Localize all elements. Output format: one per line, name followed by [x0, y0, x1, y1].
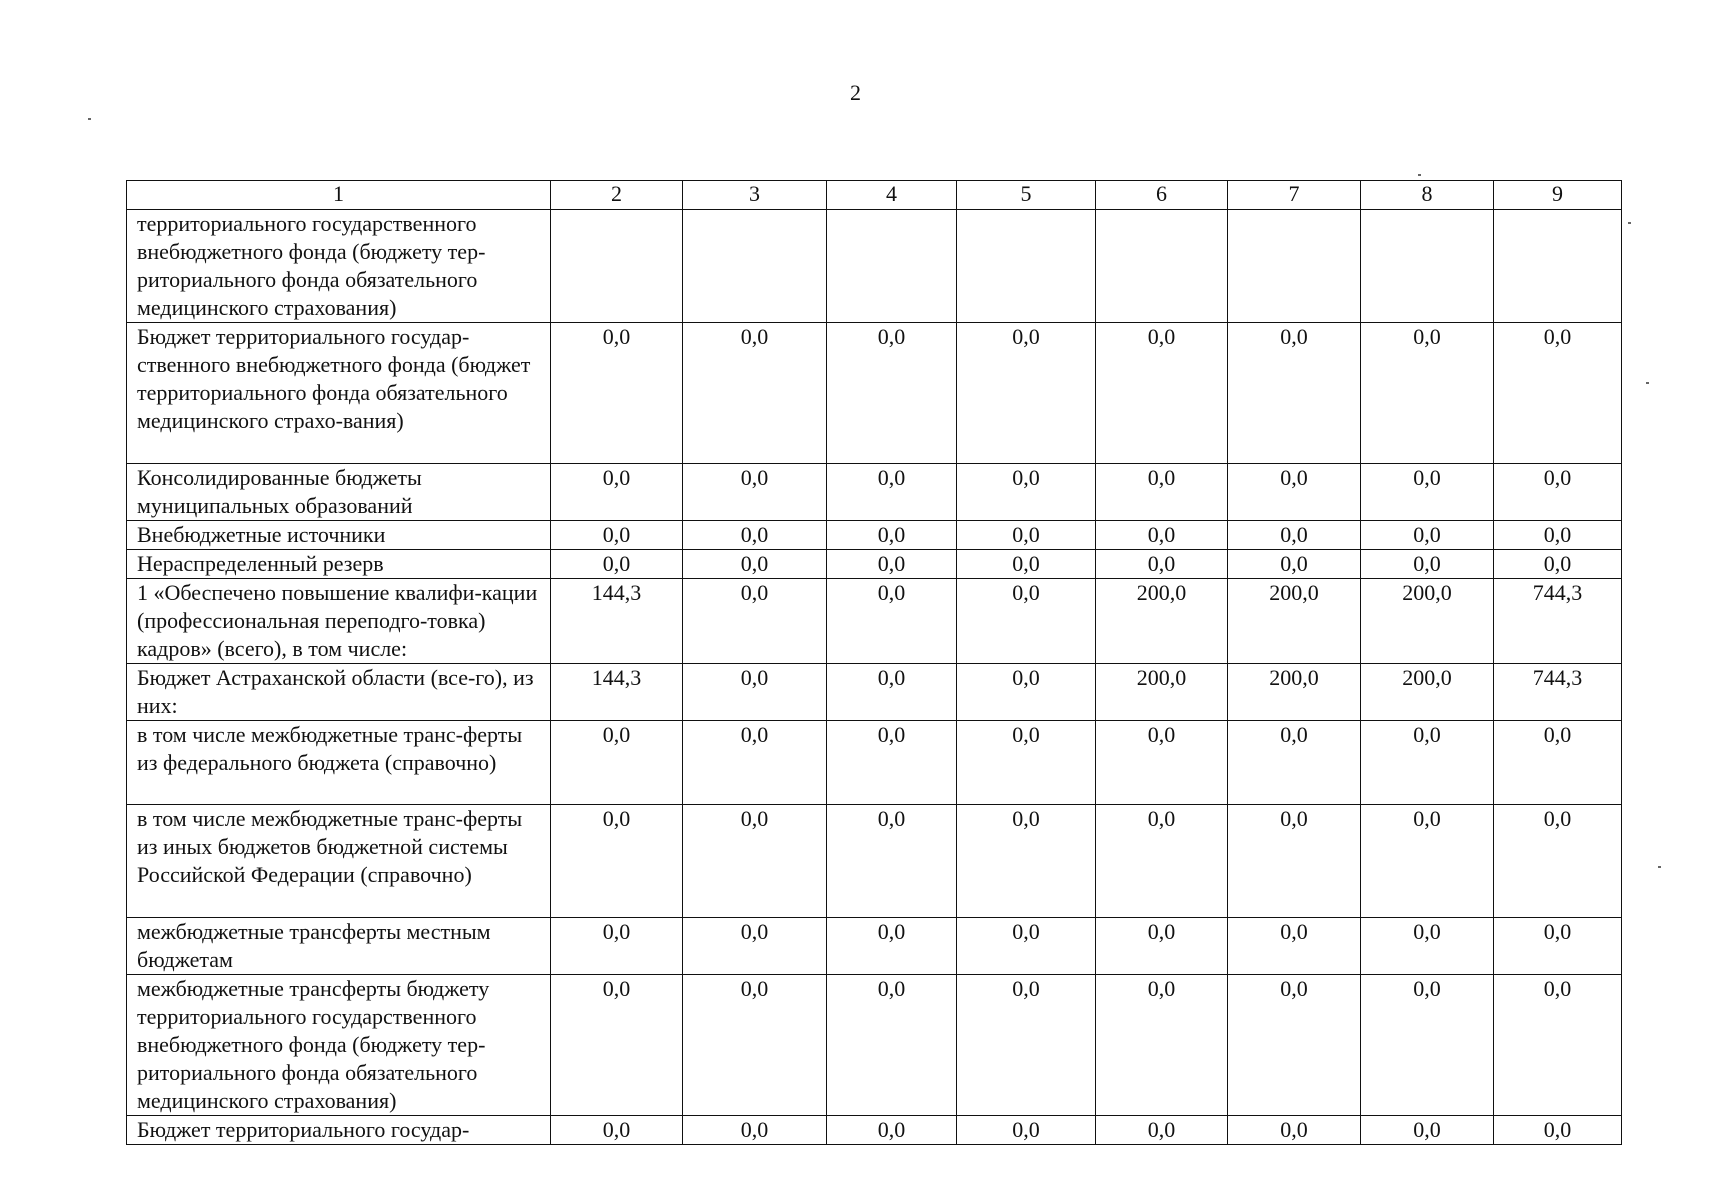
value-cell: 0,0: [827, 550, 957, 579]
value-cell: 0,0: [683, 664, 827, 721]
value-cell: [1096, 210, 1228, 323]
value-cell: [1361, 210, 1494, 323]
value-cell: 0,0: [827, 721, 957, 805]
value-cell: 0,0: [827, 464, 957, 521]
value-cell: 0,0: [957, 1116, 1096, 1145]
scan-speck: [88, 118, 91, 120]
row-label: в том числе межбюджетные транс-ферты из федерального бюджета (справочно): [127, 721, 551, 805]
value-cell: 0,0: [551, 975, 683, 1116]
value-cell: 0,0: [683, 521, 827, 550]
value-cell: 0,0: [957, 664, 1096, 721]
value-cell: 144,3: [551, 579, 683, 664]
value-cell: 0,0: [683, 550, 827, 579]
value-cell: 0,0: [1361, 975, 1494, 1116]
table-row: [127, 579, 1622, 664]
value-cell: 0,0: [1494, 721, 1622, 805]
value-cell: 0,0: [551, 1116, 683, 1145]
row-label: 1 «Обеспечено повышение квалифи-кации (профессиональная переподго-товка) кадров» (всего), в том числе:: [127, 579, 551, 664]
row-label: межбюджетные трансферты бюджету территориального государственного внебюджетного фонда (бюджету тер-риториального фонда обязательного медицинского страхования): [127, 975, 551, 1116]
table-row: [127, 521, 1622, 550]
value-cell: 744,3: [1494, 664, 1622, 721]
value-cell: 0,0: [1361, 550, 1494, 579]
row-label: Бюджет Астраханской области (все-го), из них:: [127, 664, 551, 721]
value-cell: 0,0: [1228, 1116, 1361, 1145]
column-header: 5: [957, 181, 1096, 210]
value-cell: 0,0: [1494, 1116, 1622, 1145]
value-cell: 0,0: [551, 323, 683, 464]
table-body: [127, 210, 1622, 1145]
value-cell: 0,0: [551, 805, 683, 918]
value-cell: 0,0: [1361, 918, 1494, 975]
value-cell: 0,0: [683, 805, 827, 918]
value-cell: 0,0: [1096, 323, 1228, 464]
row-label: Бюджет территориального государ-: [127, 1116, 551, 1145]
column-header: 1: [127, 181, 551, 210]
value-cell: 0,0: [1361, 721, 1494, 805]
value-cell: 0,0: [1096, 550, 1228, 579]
value-cell: 0,0: [683, 1116, 827, 1145]
column-header: 6: [1096, 181, 1228, 210]
table-header: [127, 181, 1622, 210]
value-cell: 0,0: [1096, 1116, 1228, 1145]
value-cell: 200,0: [1361, 664, 1494, 721]
value-cell: 0,0: [1494, 521, 1622, 550]
value-cell: 0,0: [1361, 323, 1494, 464]
row-label: территориального государственного внебюджетного фонда (бюджету тер-риториального фонда обязательного медицинского страхования): [127, 210, 551, 323]
value-cell: 0,0: [957, 579, 1096, 664]
value-cell: [1494, 210, 1622, 323]
value-cell: 0,0: [1494, 975, 1622, 1116]
row-label: Нераспределенный резерв: [127, 550, 551, 579]
value-cell: 0,0: [827, 1116, 957, 1145]
value-cell: 0,0: [827, 323, 957, 464]
value-cell: 0,0: [827, 521, 957, 550]
table-row: [127, 975, 1622, 1116]
value-cell: 0,0: [551, 918, 683, 975]
value-cell: 0,0: [1096, 521, 1228, 550]
value-cell: 200,0: [1096, 664, 1228, 721]
value-cell: 0,0: [683, 721, 827, 805]
value-cell: 0,0: [957, 721, 1096, 805]
scan-speck: [1628, 222, 1631, 224]
table-row: [127, 721, 1622, 805]
value-cell: 0,0: [957, 521, 1096, 550]
row-label: Консолидированные бюджеты муниципальных образований: [127, 464, 551, 521]
value-cell: 0,0: [1228, 550, 1361, 579]
value-cell: 0,0: [957, 975, 1096, 1116]
column-header: 2: [551, 181, 683, 210]
value-cell: 0,0: [683, 918, 827, 975]
scan-speck: [1646, 382, 1649, 384]
row-label: Бюджет территориального государ-ственного внебюджетного фонда (бюджет территориального фонда обязательного медицинского страхо-вания): [127, 323, 551, 464]
value-cell: 0,0: [827, 975, 957, 1116]
value-cell: 0,0: [1494, 918, 1622, 975]
column-header: 3: [683, 181, 827, 210]
value-cell: 0,0: [1228, 918, 1361, 975]
table-row: [127, 1116, 1622, 1145]
value-cell: 144,3: [551, 664, 683, 721]
column-header: 8: [1361, 181, 1494, 210]
table-row: [127, 210, 1622, 323]
value-cell: 0,0: [1096, 805, 1228, 918]
value-cell: 0,0: [683, 975, 827, 1116]
value-cell: 0,0: [1096, 464, 1228, 521]
column-header: 9: [1494, 181, 1622, 210]
value-cell: 0,0: [1494, 464, 1622, 521]
value-cell: 0,0: [683, 323, 827, 464]
value-cell: 0,0: [957, 550, 1096, 579]
value-cell: 0,0: [551, 550, 683, 579]
value-cell: [551, 210, 683, 323]
value-cell: 0,0: [683, 579, 827, 664]
row-label: Внебюджетные источники: [127, 521, 551, 550]
value-cell: 0,0: [1228, 721, 1361, 805]
table-row: [127, 550, 1622, 579]
value-cell: 0,0: [1228, 805, 1361, 918]
table-row: [127, 664, 1622, 721]
table-row: [127, 323, 1622, 464]
value-cell: 200,0: [1096, 579, 1228, 664]
value-cell: 0,0: [1096, 918, 1228, 975]
budget-table: [126, 180, 1622, 1145]
value-cell: 0,0: [1361, 521, 1494, 550]
table-row: [127, 805, 1622, 918]
column-header: 7: [1228, 181, 1361, 210]
value-cell: 200,0: [1228, 579, 1361, 664]
row-label: межбюджетные трансферты местным бюджетам: [127, 918, 551, 975]
value-cell: 0,0: [551, 521, 683, 550]
row-label: в том числе межбюджетные транс-ферты из иных бюджетов бюджетной системы Российской Федерации (справочно): [127, 805, 551, 918]
value-cell: 0,0: [1494, 323, 1622, 464]
value-cell: 0,0: [827, 664, 957, 721]
scan-speck: [1418, 174, 1421, 176]
value-cell: 200,0: [1361, 579, 1494, 664]
value-cell: 0,0: [957, 805, 1096, 918]
value-cell: [827, 210, 957, 323]
value-cell: 0,0: [1228, 975, 1361, 1116]
value-cell: 0,0: [957, 323, 1096, 464]
value-cell: 0,0: [551, 464, 683, 521]
value-cell: 0,0: [551, 721, 683, 805]
scan-speck: [1658, 866, 1661, 868]
value-cell: [683, 210, 827, 323]
value-cell: 0,0: [957, 918, 1096, 975]
value-cell: 0,0: [683, 464, 827, 521]
value-cell: 0,0: [1361, 464, 1494, 521]
header-row: [127, 181, 1622, 210]
value-cell: [1228, 210, 1361, 323]
value-cell: [957, 210, 1096, 323]
value-cell: 0,0: [827, 805, 957, 918]
value-cell: 744,3: [1494, 579, 1622, 664]
table-row: [127, 464, 1622, 521]
value-cell: 0,0: [1494, 550, 1622, 579]
column-header: 4: [827, 181, 957, 210]
table-row: [127, 918, 1622, 975]
value-cell: 0,0: [1228, 464, 1361, 521]
value-cell: 0,0: [1228, 521, 1361, 550]
value-cell: 0,0: [1228, 323, 1361, 464]
value-cell: 0,0: [1361, 1116, 1494, 1145]
budget-table-container: [126, 180, 1621, 1145]
value-cell: 0,0: [827, 579, 957, 664]
value-cell: 200,0: [1228, 664, 1361, 721]
value-cell: 0,0: [827, 918, 957, 975]
value-cell: 0,0: [957, 464, 1096, 521]
page-number: 2: [850, 80, 861, 105]
value-cell: 0,0: [1096, 975, 1228, 1116]
value-cell: 0,0: [1494, 805, 1622, 918]
value-cell: 0,0: [1361, 805, 1494, 918]
value-cell: 0,0: [1096, 721, 1228, 805]
